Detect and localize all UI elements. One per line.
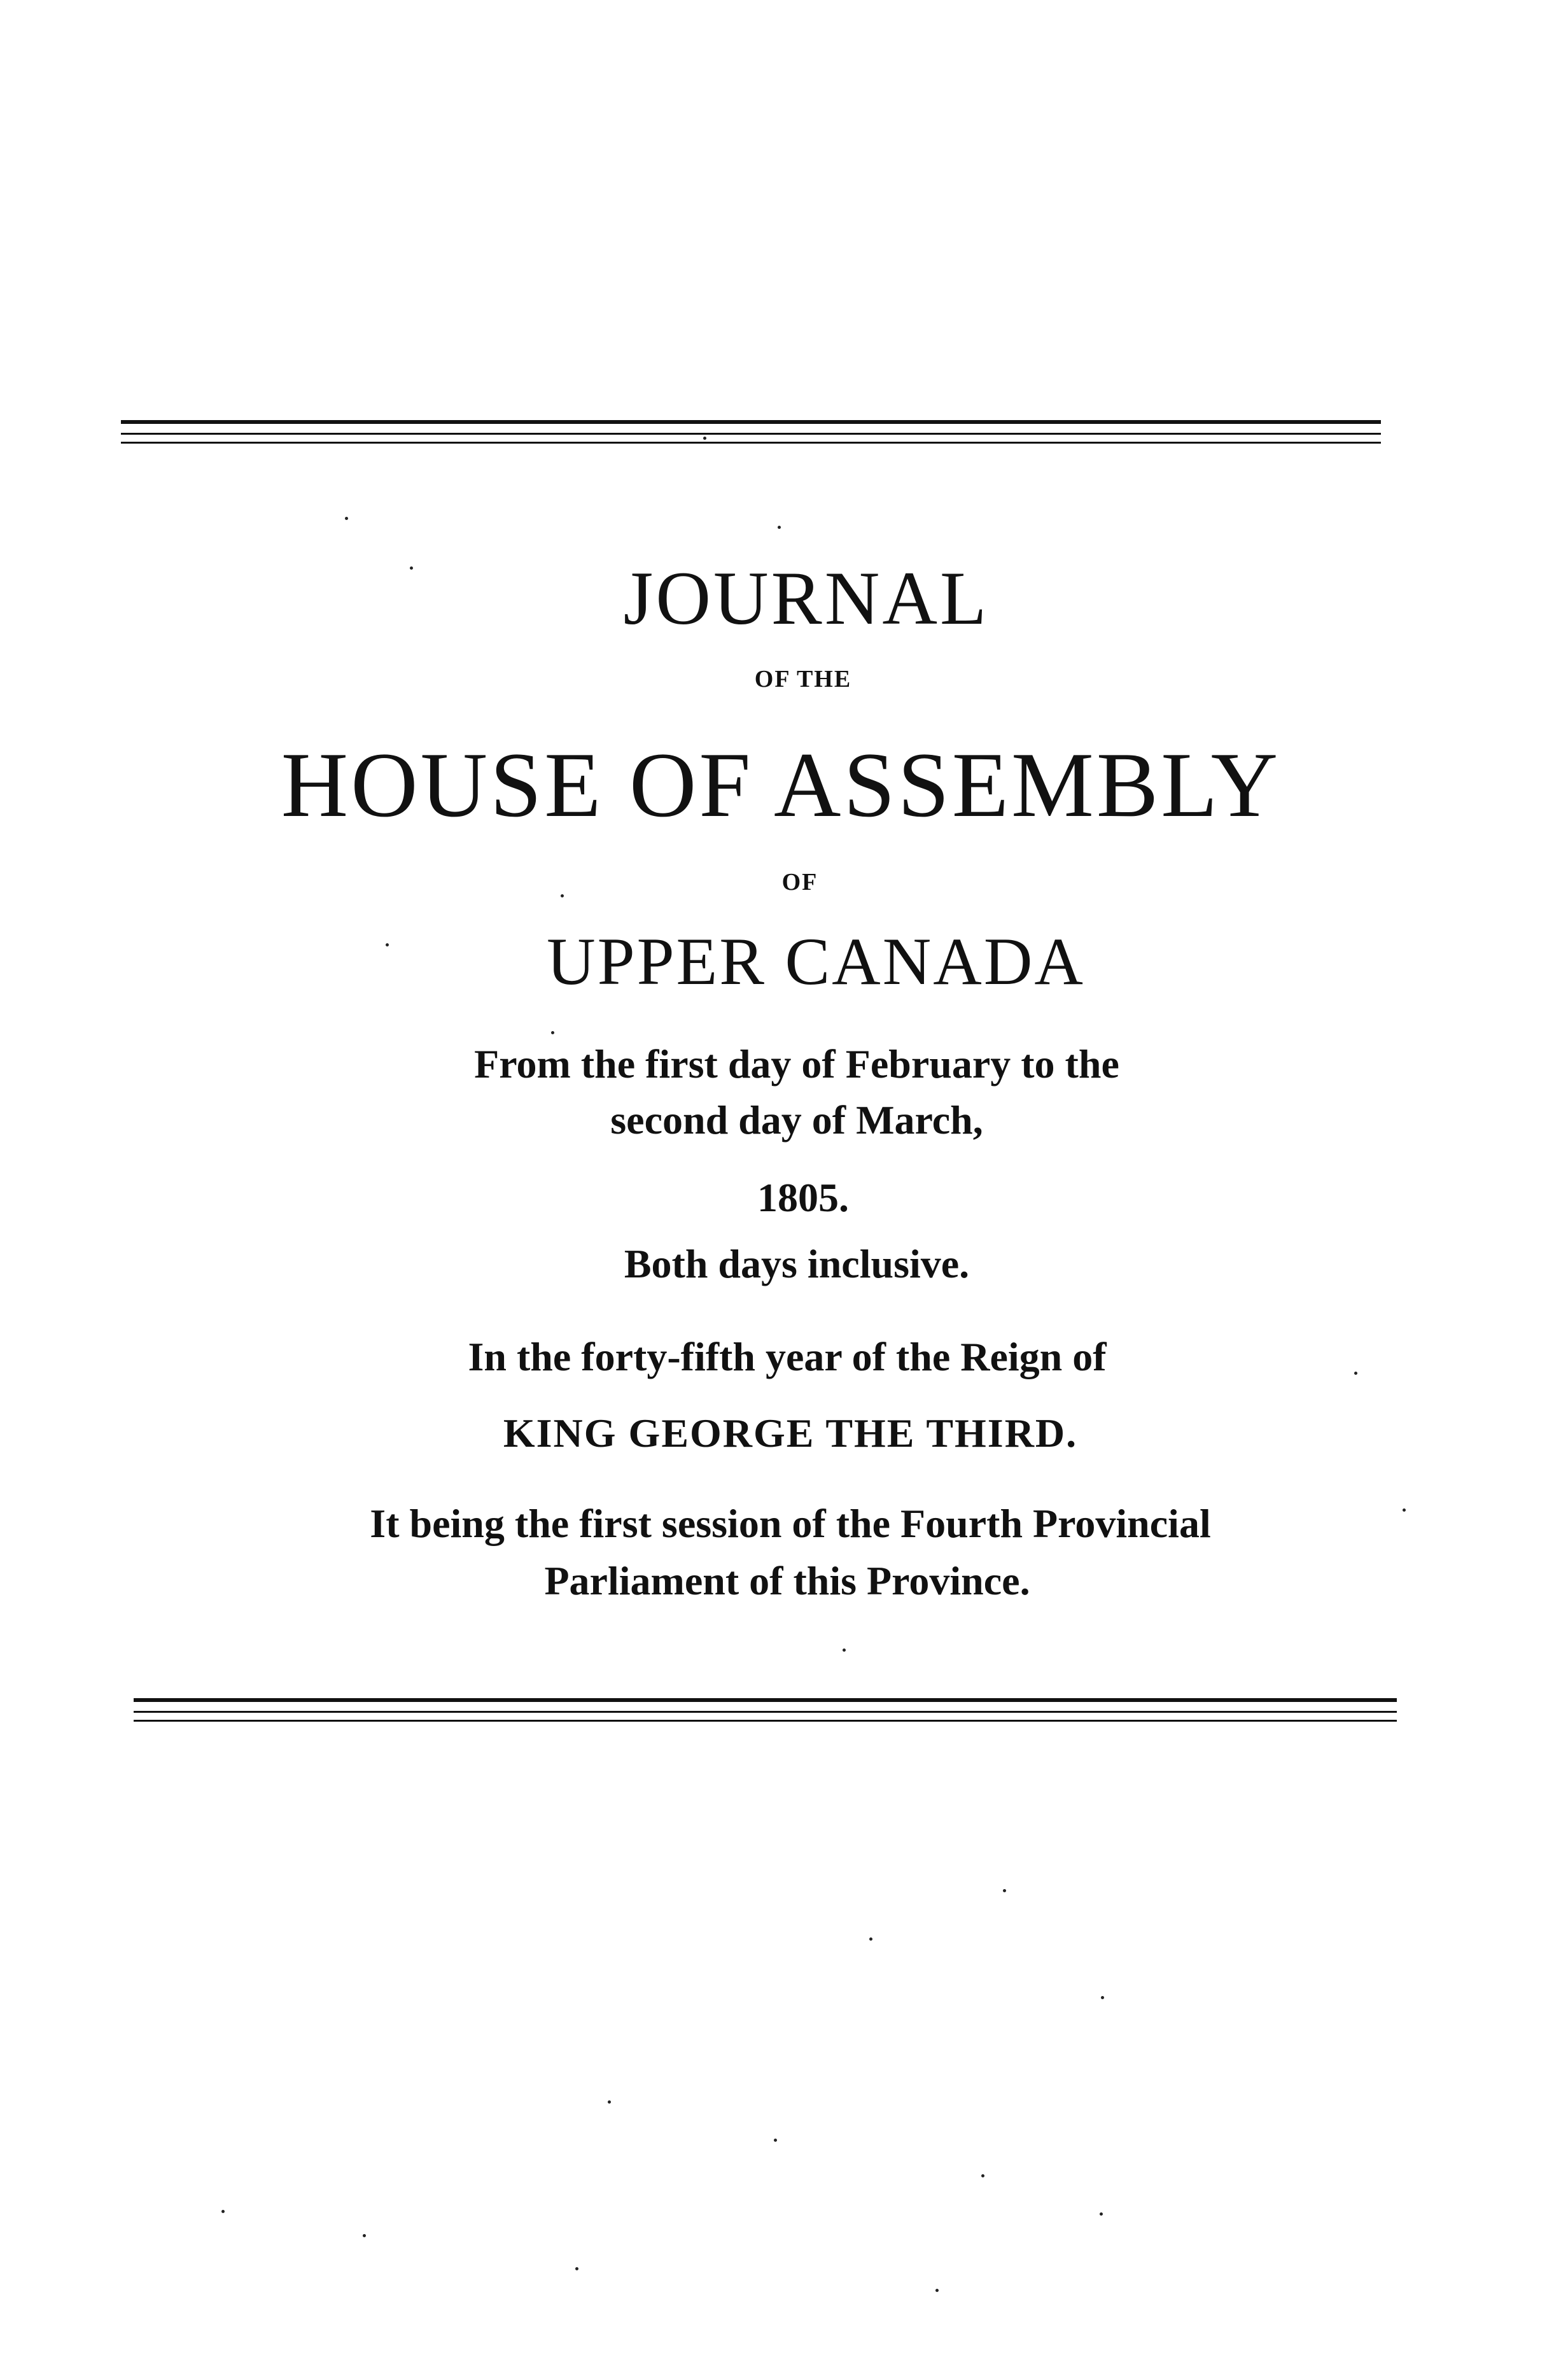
- date-line-2: second day of March,: [610, 1097, 983, 1142]
- print-speck: [774, 2139, 777, 2142]
- date-line-1: From the first day of February to the: [474, 1041, 1119, 1086]
- session-line-1: It being the first session of the Fourth Provincial: [370, 1501, 1211, 1546]
- session-line-2: Parliament of this Province.: [544, 1558, 1030, 1603]
- upper-canada-heading: UPPER CANADA: [547, 924, 1085, 999]
- of-the-label: OF THE: [754, 666, 852, 692]
- house-of-assembly-heading: HOUSE OF ASSEMBLY: [281, 733, 1281, 836]
- print-speck: [935, 2289, 939, 2292]
- inclusive-line: Both days inclusive.: [624, 1241, 970, 1286]
- bottom-double-rule: [134, 1698, 1397, 1724]
- journal-heading: JOURNAL: [623, 556, 990, 640]
- print-speck: [1101, 1996, 1104, 1999]
- print-speck: [345, 517, 348, 520]
- of-label: OF: [781, 869, 818, 896]
- top-double-rule: [121, 420, 1381, 446]
- print-speck: [386, 943, 389, 946]
- print-speck: [1354, 1372, 1357, 1375]
- print-speck: [363, 2234, 366, 2237]
- reign-line: In the forty-fifth year of the Reign of: [468, 1334, 1107, 1379]
- print-speck: [703, 437, 706, 440]
- king-line: KING GEORGE THE THIRD.: [503, 1410, 1078, 1456]
- print-speck: [981, 2174, 984, 2177]
- print-speck: [778, 526, 781, 529]
- print-speck: [561, 894, 564, 897]
- print-speck: [869, 1937, 872, 1941]
- print-speck: [1100, 2212, 1103, 2216]
- print-speck: [575, 2267, 578, 2270]
- print-speck: [551, 1031, 554, 1034]
- print-speck: [410, 566, 413, 570]
- print-speck: [221, 2210, 225, 2213]
- print-speck: [1403, 1508, 1406, 1512]
- print-speck: [1003, 1889, 1006, 1892]
- year-line: 1805.: [757, 1175, 849, 1220]
- print-speck: [843, 1649, 846, 1652]
- print-speck: [608, 2100, 611, 2104]
